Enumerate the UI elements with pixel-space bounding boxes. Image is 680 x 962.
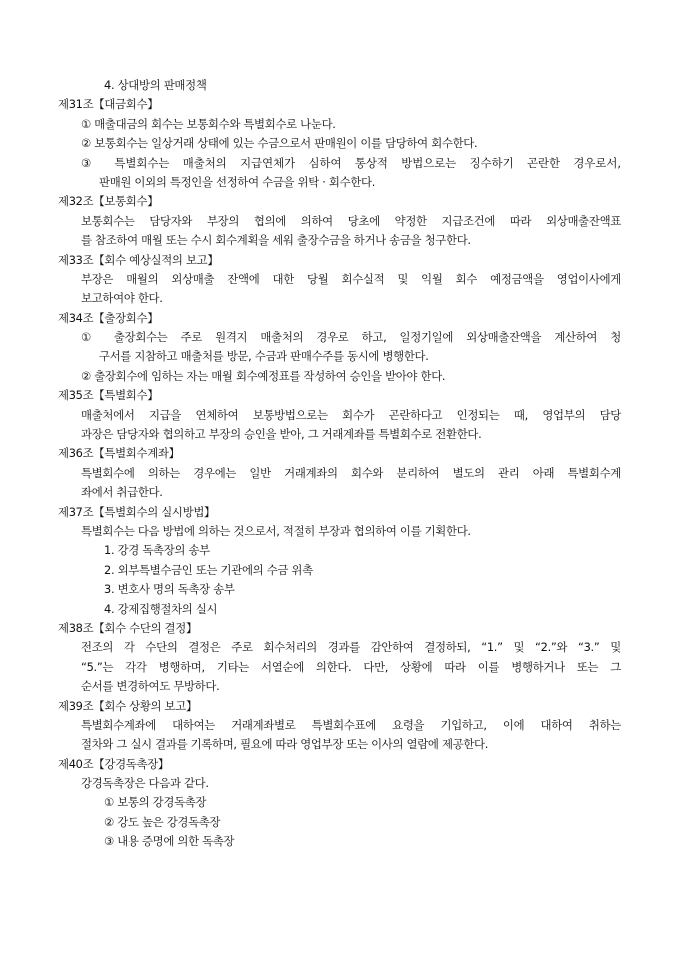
article-40-text: 강경독촉장은 다음과 같다. <box>81 776 209 791</box>
article-31-clause-2: ② 보통회수는 일상거래 상태에 있는 수금으로서 판매원이 이를 담당하여 회수한다. <box>81 136 478 151</box>
text-line: 전조의 각 수단의 결정은 주로 회수처리의 경과를 감안하여 결정하되, “1.” 및 “2.”와 “3.” 및 <box>81 640 621 655</box>
article-39-text-cont: 절차와 그 실시 결과를 기록하며, 필요에 따라 영업부장 또는 이사의 열람에 제공한다. <box>81 737 489 752</box>
text-line: 부장은 매월의 외상매출 잔액에 대한 당월 회수실적 및 익월 회수 예정금액을 영업이사에게 <box>81 271 621 286</box>
article-35-title: 제35조【특별회수】 <box>58 388 159 403</box>
article-37-item-2: 2. 외부특별수금인 또는 기관에의 수금 위촉 <box>104 562 313 577</box>
article-32-text-cont: 를 참조하여 매월 또는 수시 회수계획을 세워 출장수금을 하거나 송금을 청구한다. <box>81 233 471 248</box>
article-33-text-cont: 보고하여야 한다. <box>81 291 163 306</box>
article-37-title: 제37조【특별회수의 실시방법】 <box>58 504 216 519</box>
article-33-title: 제33조【회수 예상실적의 보고】 <box>58 252 219 267</box>
article-38-title: 제38조【회수 수단의 결정】 <box>58 620 198 635</box>
list-item: 4. 상대방의 판매정책 <box>104 78 207 92</box>
article-37-item-3: 3. 변호사 명의 독촉장 송부 <box>104 582 235 597</box>
text-line: 매출처에서 지급을 연체하여 보통방법으로는 회수가 곤란하다고 인정되는 때, 영업부의 담당 <box>81 407 621 422</box>
text-line: 보통회수는 담당자와 부장의 협의에 의하여 당초에 약정한 지급조건에 따라 외상매출잔액표 <box>81 213 621 228</box>
article-34-clause-2: ② 출장회수에 임하는 자는 매월 회수예정표를 작성하여 승인을 받아야 한다. <box>81 368 446 383</box>
article-33-text <box>0 270 680 289</box>
article-31-title: 제31조【대금회수】 <box>58 97 159 112</box>
article-38-text-3: 순서를 변경하여도 무방하다. <box>81 679 220 694</box>
article-34-clause-1 <box>0 328 680 347</box>
article-31-clause-3 <box>0 154 621 173</box>
article-40-item-3: ③ 내용 증명에 의한 독촉장 <box>104 834 235 849</box>
article-40-item-1: ① 보통의 강경독촉장 <box>104 795 207 810</box>
article-40-title: 제40조【강경독촉장】 <box>58 756 169 771</box>
article-39-title: 제39조【회수 상황의 보고】 <box>58 698 198 713</box>
article-34-title: 제34조【출장회수】 <box>58 310 159 325</box>
text-line: ① 출장회수는 주로 원격지 매출처의 경우로 하고, 일정기일에 외상매출잔액을 계산하여 청 <box>81 330 621 345</box>
text-line: 특별회수계좌에 대하여는 거래계좌별로 특별회수표에 요령을 기입하고, 이에 대하여 취하는 <box>81 717 621 732</box>
article-40-item-2: ② 강도 높은 강경독촉장 <box>104 814 221 829</box>
article-37-item-1: 1. 강경 독촉장의 송부 <box>104 543 210 558</box>
article-38-text <box>0 638 680 657</box>
article-37-text: 특별회수는 다음 방법에 의하는 것으로서, 적절히 부장과 협의하여 이를 기획한다. <box>81 523 471 538</box>
article-32-text <box>0 212 680 231</box>
article-38-text-2 <box>0 658 680 677</box>
article-34-clause-1-cont: 구서를 지참하고 매출처를 방문, 수금과 판매수주를 동시에 병행한다. <box>99 349 429 364</box>
article-31-clause-3-cont: 판매원 이외의 특정인을 선정하여 수금을 위탁 · 회수한다. <box>99 174 376 189</box>
document-body <box>0 76 680 852</box>
article-36-title: 제36조【특별회수계좌】 <box>58 446 180 461</box>
article-35-text <box>0 406 680 425</box>
article-39-text <box>0 716 680 735</box>
article-35-text-cont: 과장은 담당자와 협의하고 부장의 승인을 받아, 그 거래계좌를 특별회수로 전환한다. <box>81 427 482 442</box>
text-line: 특별회수에 의하는 경우에는 일반 거래계좌의 회수와 분리하여 별도의 관리 아래 특별회수계 <box>81 465 621 480</box>
text-line: “5.”는 각각 병행하며, 기타는 서열순에 의한다. 다만, 상황에 따라 이를 병행하거나 또는 그 <box>81 659 621 674</box>
article-32-title: 제32조【보통회수】 <box>58 194 159 209</box>
article-36-text <box>0 464 680 483</box>
article-31-clause-1: ① 매출대금의 회수는 보통회수와 특별회수로 나눈다. <box>81 116 336 131</box>
article-36-text-cont: 좌에서 취급한다. <box>81 485 163 500</box>
text-line: ③ 특별회수는 매출처의 지급연체가 심하여 통상적 방법으로는 징수하기 곤란한 경우로서, <box>81 155 621 170</box>
article-37-item-4: 4. 강제집행절차의 실시 <box>104 601 218 616</box>
